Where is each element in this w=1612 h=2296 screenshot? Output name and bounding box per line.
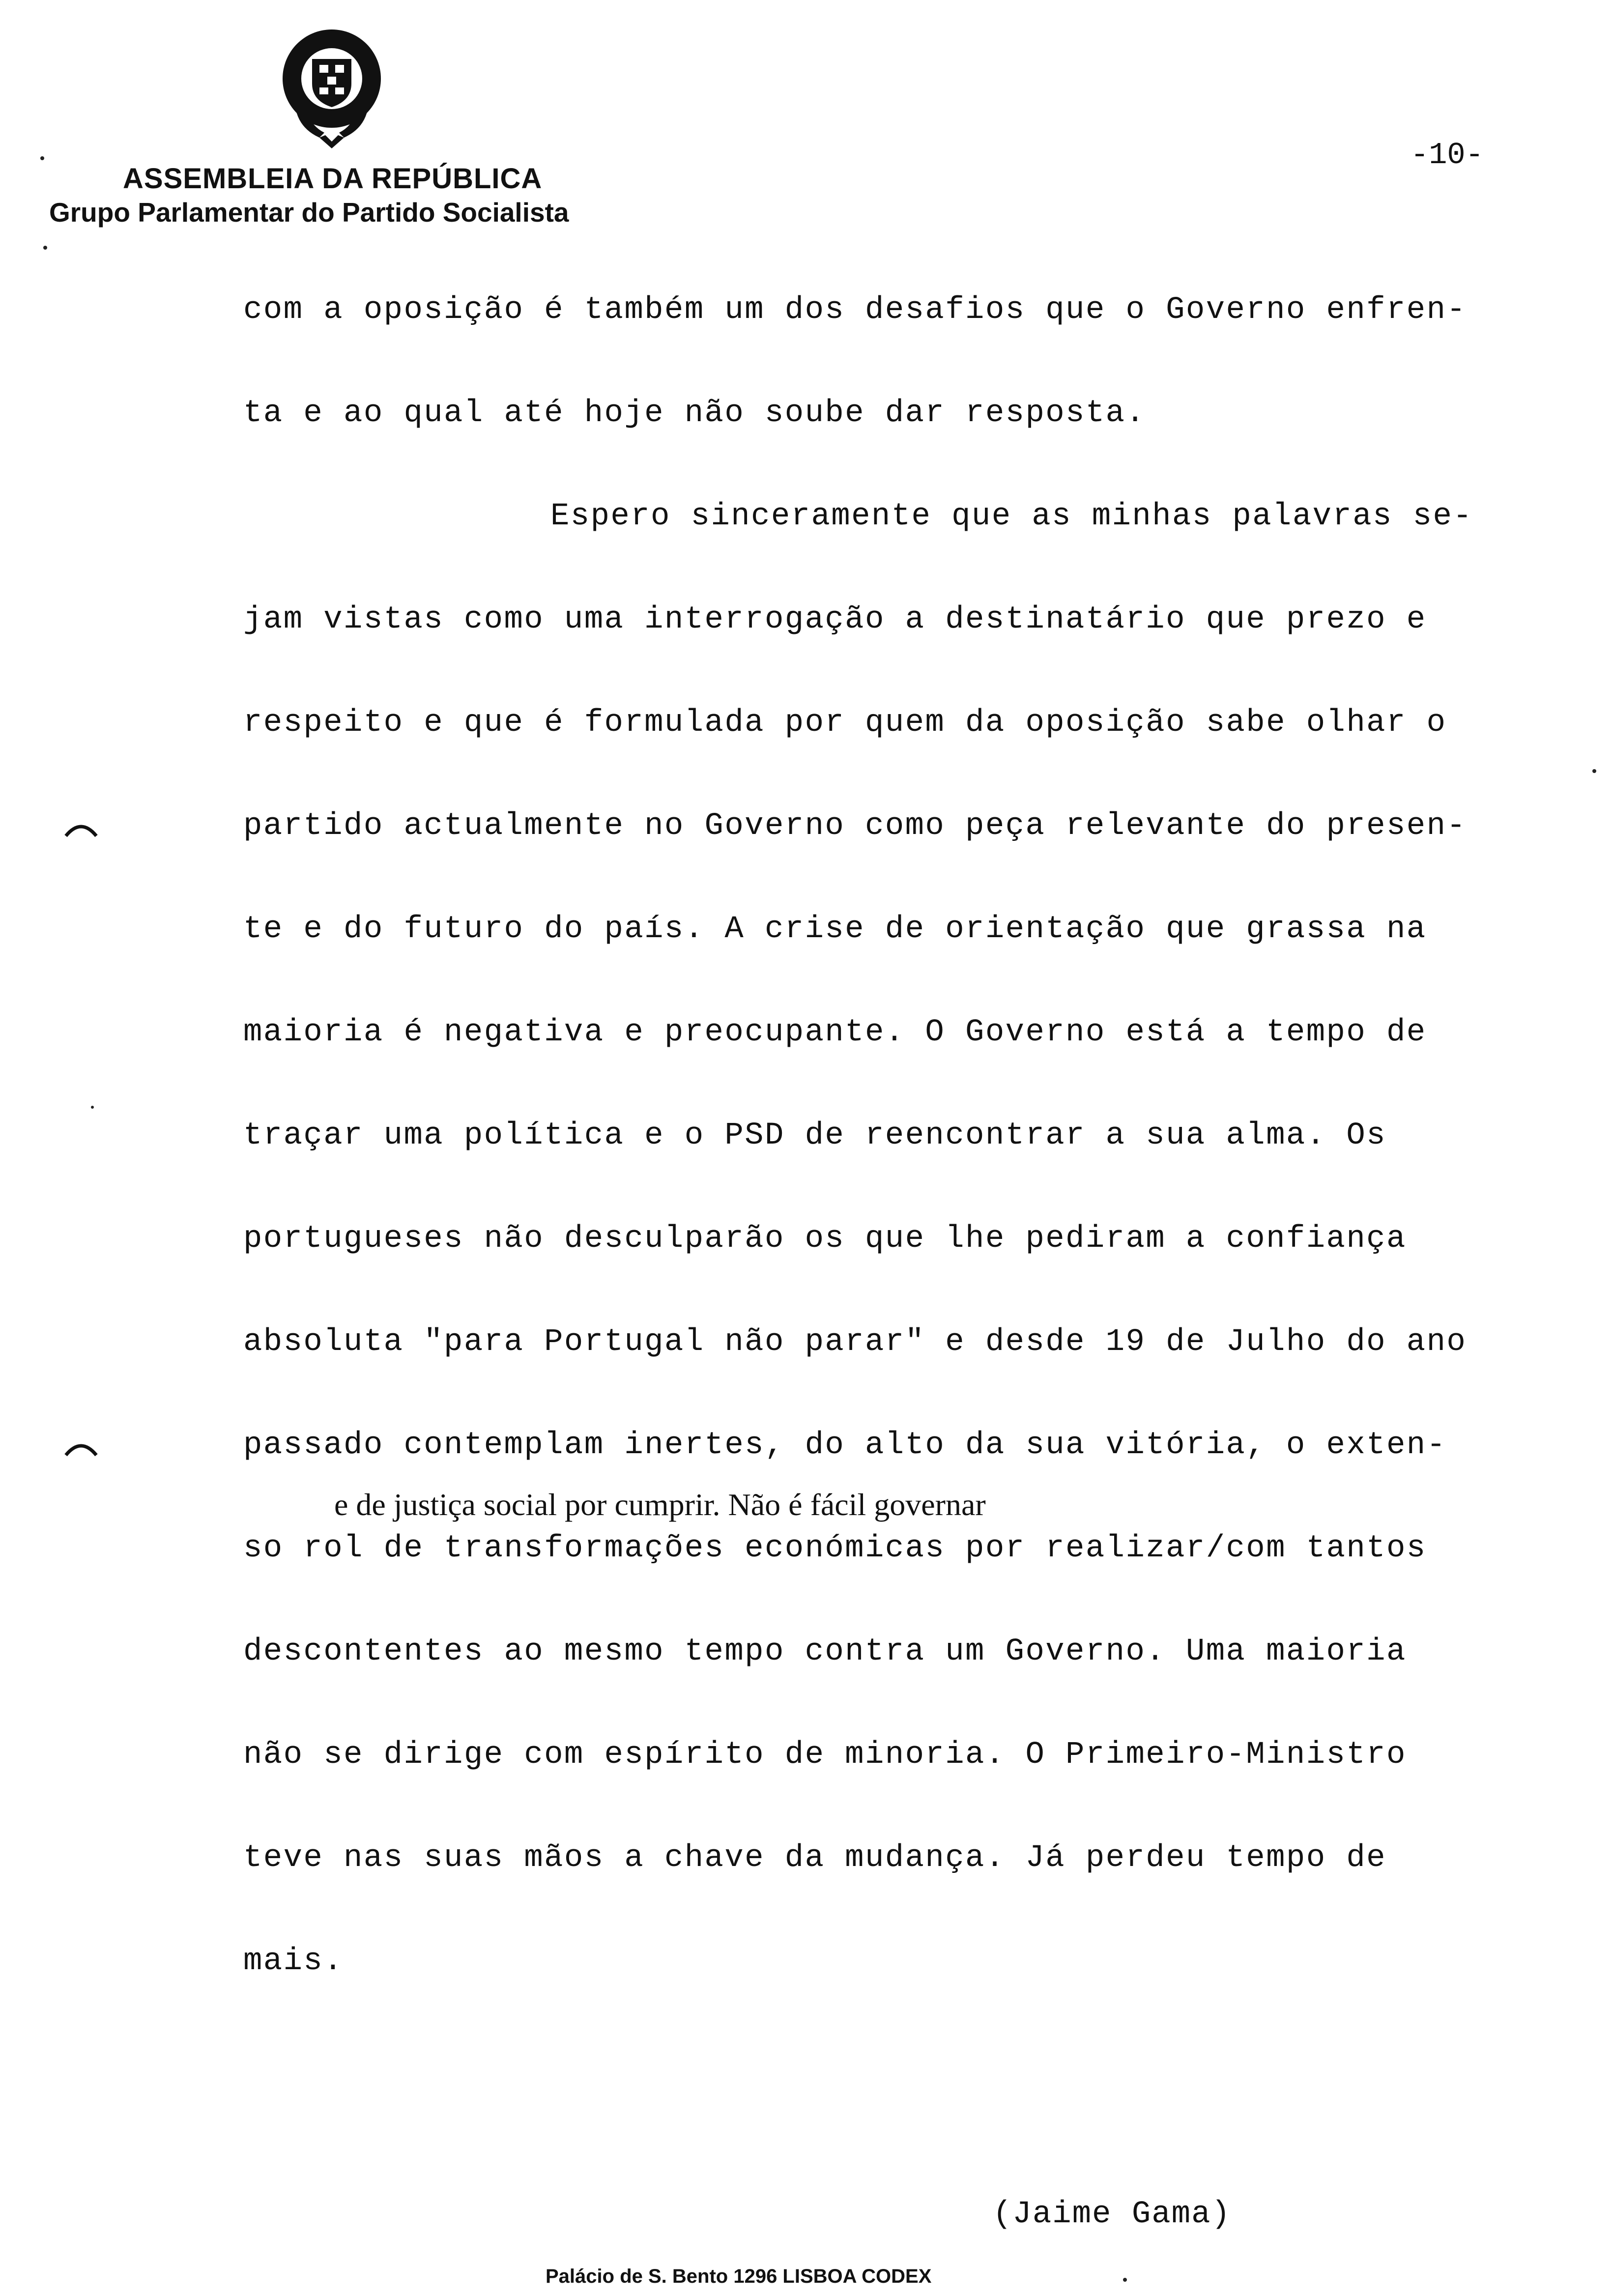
punch-hole-mark — [64, 818, 98, 838]
body-line: mais. — [243, 1944, 344, 1979]
scan-speck — [1123, 2278, 1127, 2282]
body-line: jam vistas como uma interrogação a destinatário que prezo e — [243, 602, 1427, 637]
body-line: partido actualmente no Governo como peça relevante do presen- — [243, 808, 1467, 844]
body-line: ta e ao qual até hoje não soube dar resposta. — [243, 396, 1146, 431]
page-number: -10- — [1410, 138, 1484, 172]
body-line: teve nas suas mãos a chave da mudança. Já perdeu tempo de — [243, 1840, 1386, 1876]
coat-of-arms-emblem — [265, 20, 398, 152]
body-line: respeito e que é formulada por quem da oposição sabe olhar o — [243, 705, 1447, 741]
parliamentary-group-name: Grupo Parlamentar do Partido Socialista — [49, 197, 569, 228]
body-line: traçar uma política e o PSD de reencontrar a sua alma. Os — [243, 1118, 1386, 1153]
scan-speck — [1592, 769, 1596, 773]
handwritten-insertion: e de justiça social por cumprir. Não é fácil governar — [334, 1487, 986, 1522]
punch-hole-mark — [64, 1437, 98, 1457]
scan-speck — [43, 246, 47, 250]
scan-speck — [40, 156, 44, 160]
body-line: Espero sinceramente que as minhas palavras se- — [550, 499, 1473, 534]
body-line: portugueses não desculparão os que lhe pediram a confiança — [243, 1221, 1407, 1257]
body-line: passado contemplam inertes, do alto da sua vitória, o exten- — [243, 1428, 1447, 1463]
scan-speck — [91, 1106, 94, 1109]
footer-address: Palácio de S. Bento 1296 LISBOA CODEX — [546, 2266, 932, 2287]
body-line: descontentes ao mesmo tempo contra um Governo. Uma maioria — [243, 1634, 1407, 1669]
institution-name: ASSEMBLEIA DA REPÚBLICA — [123, 163, 543, 195]
body-line: absoluta "para Portugal não parar" e desde 19 de Julho do ano — [243, 1324, 1467, 1360]
body-line: maioria é negativa e preocupante. O Governo está a tempo de — [243, 1015, 1427, 1050]
body-line: com a oposição é também um dos desafios que o Governo enfren- — [243, 292, 1467, 328]
body-line: so rol de transformações económicas por realizar/com tantos — [243, 1531, 1427, 1566]
author-signature: (Jaime Gama) — [993, 2197, 1231, 2232]
body-line: te e do futuro do país. A crise de orientação que grassa na — [243, 912, 1427, 947]
body-line: não se dirige com espírito de minoria. O Primeiro-Ministro — [243, 1737, 1407, 1773]
